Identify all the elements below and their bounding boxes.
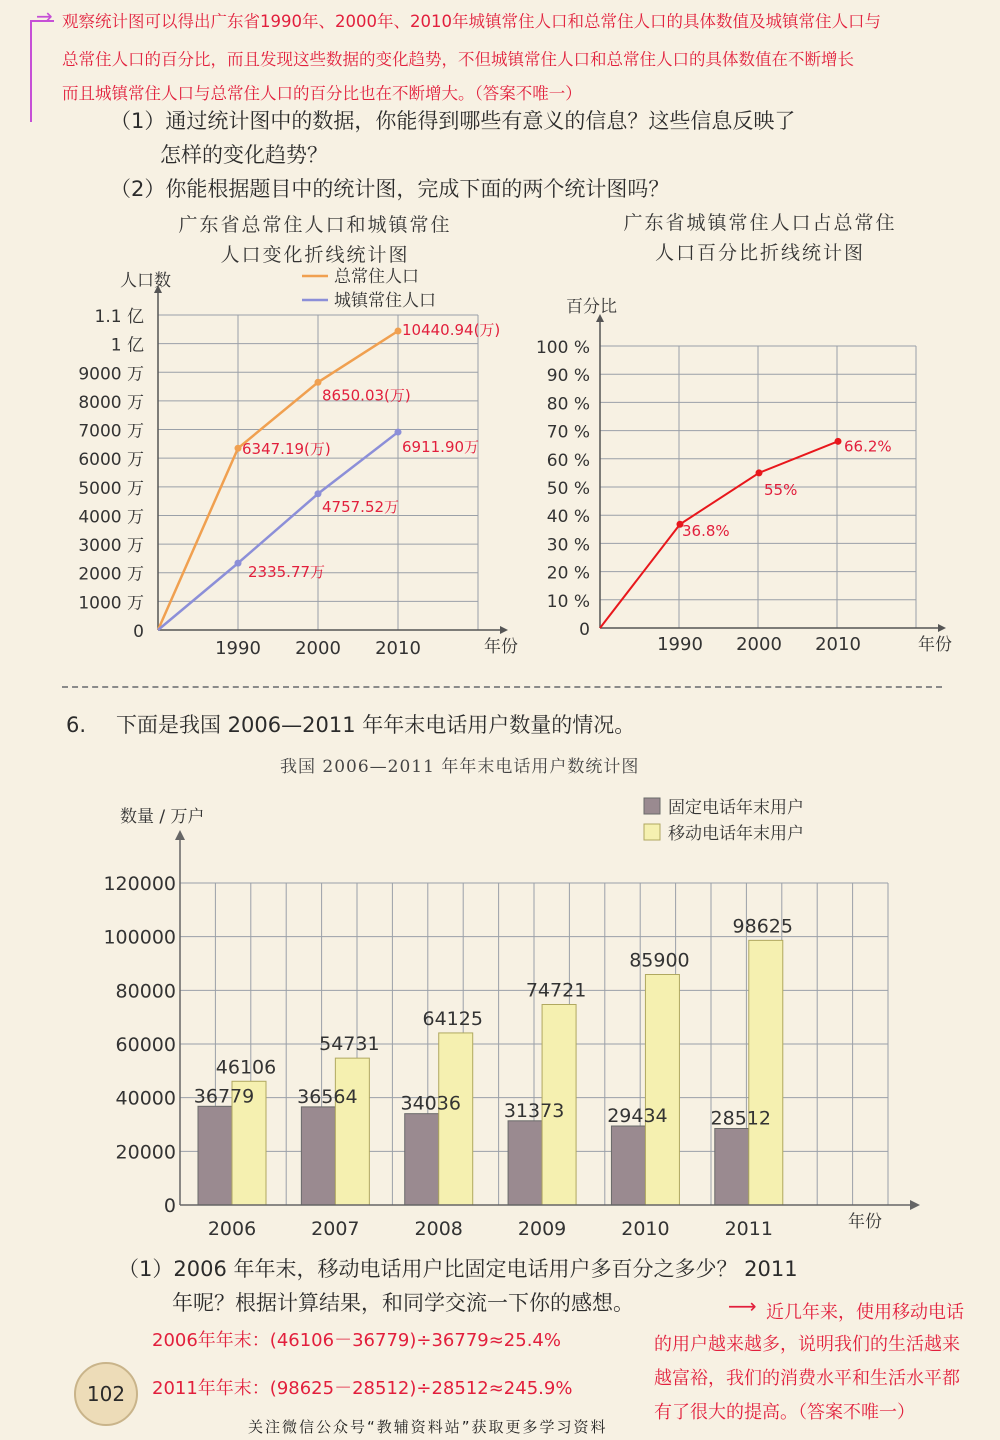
x-axis-arrow-icon xyxy=(938,624,946,632)
x-axis-label: 年份 xyxy=(918,635,952,655)
y-tick-label: 20 % xyxy=(546,563,590,584)
data-label: 8650.03(万) xyxy=(322,386,411,405)
y-tick-label: 50 % xyxy=(546,479,590,499)
y-tick-label: 2000 万 xyxy=(78,564,144,585)
right-chart-title xyxy=(560,208,960,268)
question-1-line-2: 怎样的变化趋势？ xyxy=(160,143,328,167)
x-tick-label: 2010 xyxy=(375,638,421,659)
data-label: 10440.94(万) xyxy=(402,321,501,340)
problem-6-number: 6. xyxy=(66,713,87,737)
series-line xyxy=(158,331,398,630)
y-tick-label: 80000 xyxy=(115,980,176,1003)
data-label: 4757.52万 xyxy=(322,497,400,516)
phone-users-bar-chart xyxy=(0,790,1000,1250)
legend-label-urban: 城镇常住人口 xyxy=(334,291,436,311)
x-tick-label: 1990 xyxy=(657,634,703,655)
y-tick-label: 0 xyxy=(579,620,590,640)
note-bracket xyxy=(30,20,54,122)
bar-value-label: 74721 xyxy=(525,979,587,1002)
population-line-chart xyxy=(0,260,520,670)
footer-note: 关注微信公众号“教辅资料站”获取更多学习资料 xyxy=(248,1418,608,1436)
y-tick-label: 4000 万 xyxy=(78,507,144,528)
legend-label-total: 总常住人口 xyxy=(334,267,419,287)
x-axis-label: 年份 xyxy=(848,1212,882,1232)
x-axis-arrow-icon xyxy=(910,1200,920,1210)
x-tick-label: 2009 xyxy=(517,1218,567,1240)
note-line-3: 而且城镇常住人口与总常住人口的百分比也在不断增大。（答案不唯一） xyxy=(62,84,582,103)
right-chart-title-line-1: 广东省城镇常住人口占总常住 xyxy=(623,212,897,234)
problem-6-text: 下面是我国 2006—2011 年年末电话用户数量的情况。 xyxy=(116,713,636,737)
y-tick-label: 40 % xyxy=(546,507,590,528)
question-2: （2）你能根据题目中的统计图，完成下面的两个统计图吗？ xyxy=(110,177,670,201)
y-tick-label: 90 % xyxy=(546,366,590,387)
bar-question-line-2: 年呢？根据计算结果，和同学交流一下你的感想。 xyxy=(172,1291,634,1315)
bar-value-label: 54731 xyxy=(319,1033,380,1056)
x-tick-label: 2011 xyxy=(724,1218,773,1240)
bar-mobile xyxy=(749,940,783,1205)
bar-value-label: 36779 xyxy=(193,1085,255,1108)
y-tick-label: 60 % xyxy=(546,450,590,471)
y-tick-label: 10 % xyxy=(546,591,590,612)
y-tick-label: 9000 万 xyxy=(78,364,144,385)
bar-value-label: 36564 xyxy=(297,1085,358,1108)
bar-question-line-1: （1）2006 年年末，移动电话用户比固定电话用户多百分之多少？ 2011 xyxy=(118,1257,798,1281)
x-tick-label: 2007 xyxy=(311,1218,360,1240)
answer-calc-2006: 2006年年末：(46106－36779)÷36779≈25.4% xyxy=(152,1330,561,1351)
y-tick-label: 6000 万 xyxy=(78,450,144,471)
bar-fixed xyxy=(715,1128,749,1205)
y-tick-label: 20000 xyxy=(115,1141,176,1164)
bar-value-label: 31373 xyxy=(503,1099,565,1122)
answer-arrow-icon: ⟶ xyxy=(728,1294,757,1318)
x-tick-label: 1990 xyxy=(215,638,261,659)
y-tick-label: 7000 万 xyxy=(78,421,144,442)
x-tick-label: 2000 xyxy=(295,638,341,659)
legend-label-fixed: 固定电话年末用户 xyxy=(668,798,804,818)
bar-mobile xyxy=(335,1058,369,1205)
bar-chart-title: 我国 2006—2011 年年末电话用户数统计图 xyxy=(280,757,640,777)
x-tick-label: 2010 xyxy=(621,1218,670,1240)
y-tick-label: 1 亿 xyxy=(110,335,144,356)
bar-value-label: 98625 xyxy=(732,915,794,938)
x-axis-label: 年份 xyxy=(484,637,518,657)
y-tick-label: 8000 万 xyxy=(78,392,144,413)
y-tick-label: 5000 万 xyxy=(78,478,144,499)
y-tick-label: 100000 xyxy=(103,926,176,949)
x-tick-label: 2006 xyxy=(207,1218,257,1240)
bar-value-label: 85900 xyxy=(629,949,690,972)
x-tick-label: 2000 xyxy=(736,634,782,655)
y-tick-label: 0 xyxy=(163,1195,176,1217)
y-tick-label: 100 % xyxy=(535,338,590,358)
legend-swatch-mobile xyxy=(644,824,660,840)
answer-feel-4: 有了很大的提高。（答案不唯一） xyxy=(654,1402,915,1423)
y-tick-label: 120000 xyxy=(103,873,176,895)
y-axis-label: 数量 / 万户 xyxy=(120,807,205,827)
series-line xyxy=(158,432,398,630)
data-label: 6911.90万 xyxy=(402,438,480,457)
answer-calc-2011: 2011年年末：(98625－28512)÷28512≈245.9% xyxy=(152,1378,573,1399)
x-tick-label: 2010 xyxy=(815,634,861,655)
bar-value-label: 28512 xyxy=(710,1107,772,1130)
data-label: 36.8% xyxy=(682,522,730,541)
y-tick-label: 30 % xyxy=(546,535,590,556)
page-number: 102 xyxy=(74,1362,138,1426)
bar-value-label: 29434 xyxy=(607,1105,668,1128)
note-line-2: 总常住人口的百分比，而且发现这些数据的变化趋势，不但城镇常住人口和总常住人口的具体数值在不断增长 xyxy=(62,50,854,69)
legend-label-mobile: 移动电话年末用户 xyxy=(668,824,804,844)
question-1-line-1: （1）通过统计图中的数据，你能得到哪些有意义的信息？这些信息反映了 xyxy=(110,109,796,133)
data-point xyxy=(315,490,322,497)
data-label: 6347.19(万) xyxy=(242,440,331,459)
left-chart-title-line-2: 人口变化折线统计图 xyxy=(220,244,410,266)
note-arrow-icon: → xyxy=(36,4,53,28)
bar-fixed xyxy=(301,1107,335,1205)
legend-swatch-fixed xyxy=(644,798,660,814)
y-axis-label: 人口数 xyxy=(120,271,171,291)
left-chart-title-line-1: 广东省总常住人口和城镇常住 xyxy=(178,214,452,236)
bar-fixed xyxy=(508,1121,542,1205)
bar-fixed xyxy=(198,1106,232,1205)
y-tick-label: 0 xyxy=(133,622,144,642)
answer-feel-3: 越富裕，我们的消费水平和生活水平都 xyxy=(654,1368,960,1389)
data-point xyxy=(395,328,402,335)
data-label: 55% xyxy=(764,480,798,499)
data-point xyxy=(235,445,242,452)
y-axis-label: 百分比 xyxy=(566,297,617,317)
data-point xyxy=(756,469,763,476)
right-chart-title-line-2: 人口百分比折线统计图 xyxy=(654,242,865,264)
data-point xyxy=(395,429,402,436)
y-tick-label: 70 % xyxy=(546,422,590,443)
section-divider xyxy=(62,686,942,688)
y-tick-label: 3000 万 xyxy=(78,536,144,557)
note-line-1: 观察统计图可以得出广东省1990年、2000年、2010年城镇常住人口和总常住人口的具体数值及城镇常住人口与 xyxy=(62,12,881,31)
data-label: 66.2% xyxy=(844,437,892,456)
x-tick-label: 2008 xyxy=(414,1218,463,1240)
y-axis-arrow-icon xyxy=(175,830,185,840)
percentage-line-chart xyxy=(520,290,1000,670)
bar-fixed xyxy=(405,1114,439,1205)
answer-feel-1: 近几年来，使用移动电话 xyxy=(766,1302,964,1323)
bar-value-label: 64125 xyxy=(422,1007,483,1030)
data-label: 2335.77万 xyxy=(248,563,326,582)
bar-fixed xyxy=(611,1126,645,1205)
answer-feel-2: 的用户越来越多，说明我们的生活越来 xyxy=(654,1334,960,1355)
data-point xyxy=(315,379,322,386)
bar-value-label: 46106 xyxy=(215,1056,277,1079)
x-axis-arrow-icon xyxy=(500,626,508,634)
y-tick-label: 40000 xyxy=(115,1087,176,1110)
data-point xyxy=(835,438,842,445)
bar-value-label: 34036 xyxy=(400,1092,461,1115)
bar-mobile xyxy=(439,1033,473,1205)
bar-mobile xyxy=(645,975,679,1205)
y-tick-label: 80 % xyxy=(546,394,590,415)
y-tick-label: 60000 xyxy=(115,1034,176,1056)
data-point xyxy=(235,560,242,567)
y-tick-label: 1.1 亿 xyxy=(94,307,144,327)
y-tick-label: 1000 万 xyxy=(78,593,144,614)
